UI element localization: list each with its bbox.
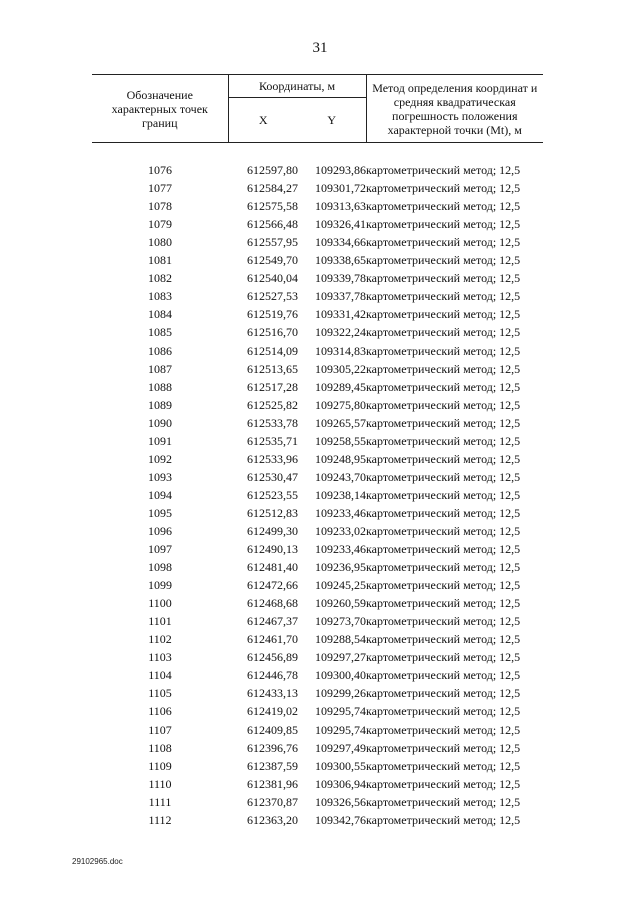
table-row	[92, 396, 543, 414]
method-cell: картометрический метод; 12,5	[366, 325, 521, 340]
x-coordinate-cell: 612468,68	[247, 596, 298, 611]
table-row	[92, 757, 543, 775]
method-cell: картометрический метод; 12,5	[366, 668, 521, 683]
x-coordinate-cell: 612481,40	[247, 560, 298, 575]
table-row	[92, 432, 543, 450]
method-cell: картометрический метод; 12,5	[366, 271, 521, 286]
x-coordinate-cell: 612370,87	[247, 794, 298, 809]
y-coordinate-cell: 109322,24	[315, 325, 366, 340]
table-row	[92, 179, 543, 197]
method-cell: картометрический метод; 12,5	[366, 289, 521, 304]
method-cell: картометрический метод; 12,5	[366, 181, 521, 196]
x-coordinate-cell: 612472,66	[247, 578, 298, 593]
point-id-cell: 1110	[148, 776, 172, 791]
table-row	[92, 702, 543, 720]
table-row	[92, 323, 543, 341]
header-coordinates-group: Координаты, м	[228, 75, 366, 98]
method-cell: картометрический метод; 12,5	[366, 596, 521, 611]
table-row	[92, 594, 543, 612]
y-coordinate-cell: 109245,25	[315, 578, 366, 593]
y-coordinate-cell: 109313,63	[315, 199, 366, 214]
method-cell: картометрический метод; 12,5	[366, 560, 521, 575]
y-coordinate-cell: 109338,65	[315, 253, 366, 268]
y-coordinate-cell: 109337,78	[315, 289, 366, 304]
x-coordinate-cell: 612387,59	[247, 758, 298, 773]
table-row	[92, 648, 543, 666]
point-id-cell: 1081	[148, 253, 172, 268]
method-cell: картометрический метод; 12,5	[366, 794, 521, 809]
table-row	[92, 739, 543, 757]
y-coordinate-cell: 109300,40	[315, 668, 366, 683]
x-coordinate-cell: 612409,85	[247, 722, 298, 737]
method-cell: картометрический метод; 12,5	[366, 704, 521, 719]
x-coordinate-cell: 612517,28	[247, 379, 298, 394]
point-id-cell: 1085	[148, 325, 172, 340]
y-coordinate-cell: 109238,14	[315, 487, 366, 502]
method-cell: картометрический метод; 12,5	[366, 343, 521, 358]
y-coordinate-cell: 109233,02	[315, 524, 366, 538]
y-coordinate-cell: 109342,76	[315, 812, 366, 827]
point-id-cell: 1086	[148, 343, 172, 358]
table-row	[92, 342, 543, 360]
table-row	[92, 612, 543, 630]
method-cell: картометрический метод; 12,5	[366, 397, 521, 412]
x-coordinate-cell: 612461,70	[247, 632, 298, 647]
table-row	[92, 287, 543, 305]
y-coordinate-cell: 109297,49	[315, 740, 366, 755]
point-id-cell: 1079	[148, 217, 172, 232]
x-coordinate-cell: 612540,04	[247, 271, 298, 286]
table-row	[92, 378, 543, 396]
point-id-cell: 1104	[148, 668, 172, 683]
table-row	[92, 251, 543, 269]
point-id-cell: 1076	[148, 163, 172, 178]
method-cell: картометрический метод; 12,5	[366, 614, 521, 629]
method-cell: картометрический метод; 12,5	[366, 235, 521, 250]
x-coordinate-cell: 612490,13	[247, 542, 298, 557]
point-id-cell: 1107	[148, 722, 172, 737]
y-coordinate-cell: 109248,95	[315, 451, 366, 466]
method-cell: картометрический метод; 12,5	[366, 487, 521, 502]
x-coordinate-cell: 612516,70	[247, 325, 298, 340]
point-id-cell: 1089	[148, 397, 172, 412]
table-row	[92, 540, 543, 558]
point-id-cell: 1078	[148, 199, 172, 214]
method-cell: картометрический метод; 12,5	[366, 632, 521, 647]
method-cell: картометрический метод; 12,5	[366, 217, 521, 232]
x-coordinate-cell: 612535,71	[247, 433, 298, 448]
x-coordinate-cell: 612575,58	[247, 199, 298, 214]
y-coordinate-cell: 109326,41	[315, 217, 366, 232]
point-id-cell: 1088	[148, 379, 172, 394]
y-coordinate-cell: 109236,95	[315, 560, 366, 575]
x-coordinate-cell: 612527,53	[247, 289, 298, 304]
point-id-cell: 1100	[148, 596, 172, 611]
y-coordinate-cell: 109305,22	[315, 361, 366, 376]
footer-filename: 29102965.doc	[72, 857, 123, 866]
y-coordinate-cell: 109300,55	[315, 758, 366, 773]
point-id-cell: 1096	[148, 524, 172, 538]
x-coordinate-cell: 612381,96	[247, 776, 298, 791]
x-coordinate-cell: 612419,02	[247, 704, 298, 719]
y-coordinate-cell: 109260,59	[315, 596, 366, 611]
page-number: 31	[312, 40, 328, 56]
y-coordinate-cell: 109275,80	[315, 397, 366, 412]
header-x: X	[228, 98, 298, 143]
x-coordinate-cell: 612533,78	[247, 415, 298, 430]
point-id-cell: 1108	[148, 740, 172, 755]
x-coordinate-cell: 612433,13	[247, 686, 298, 701]
method-cell: картометрический метод; 12,5	[366, 361, 521, 376]
x-coordinate-cell: 612512,83	[247, 505, 298, 520]
table-row	[92, 486, 543, 504]
x-coordinate-cell: 612549,70	[247, 253, 298, 268]
method-cell: картометрический метод; 12,5	[366, 505, 521, 520]
x-coordinate-cell: 612456,89	[247, 650, 298, 665]
x-coordinate-cell: 612519,76	[247, 307, 298, 322]
y-coordinate-cell: 109233,46	[315, 542, 366, 557]
table-row	[92, 504, 543, 522]
point-id-cell: 1080	[148, 235, 172, 250]
x-coordinate-cell: 612523,55	[247, 487, 298, 502]
method-cell: картометрический метод; 12,5	[366, 650, 521, 665]
point-id-cell: 1092	[148, 451, 172, 466]
x-coordinate-cell: 612557,95	[247, 235, 298, 250]
x-coordinate-cell: 612533,96	[247, 451, 298, 466]
point-id-cell: 1084	[148, 307, 172, 322]
point-id-cell: 1077	[148, 181, 172, 196]
point-id-cell: 1109	[148, 758, 172, 773]
x-coordinate-cell: 612597,80	[247, 163, 298, 178]
coordinates-table	[92, 74, 543, 829]
point-id-cell: 1112	[148, 812, 172, 827]
x-coordinate-cell: 612584,27	[247, 181, 298, 196]
header-method: Метод определения координат и средняя квадратическая погрешность положения характерной точки (Mt), м	[366, 75, 543, 143]
header-point-designation: Обозначение характерных точек границ	[92, 75, 228, 143]
y-coordinate-cell: 109301,72	[315, 181, 366, 196]
y-coordinate-cell: 109334,66	[315, 235, 366, 250]
point-id-cell: 1082	[148, 271, 172, 286]
method-cell: картометрический метод; 12,5	[366, 199, 521, 214]
method-cell: картометрический метод; 12,5	[366, 451, 521, 466]
method-cell: картометрический метод; 12,5	[366, 307, 521, 322]
method-cell: картометрический метод; 12,5	[366, 415, 521, 430]
table-row	[92, 576, 543, 594]
header-y: Y	[298, 98, 366, 143]
method-cell: картометрический метод; 12,5	[366, 524, 521, 538]
y-coordinate-cell: 109295,74	[315, 704, 366, 719]
table-row	[92, 468, 543, 486]
y-coordinate-cell: 109288,54	[315, 632, 366, 647]
point-id-cell: 1093	[148, 469, 172, 484]
x-coordinate-cell: 612513,65	[247, 361, 298, 376]
x-coordinate-cell: 612530,47	[247, 469, 298, 484]
x-coordinate-cell: 612566,48	[247, 217, 298, 232]
point-id-cell: 1101	[148, 614, 172, 629]
x-coordinate-cell: 612396,76	[247, 740, 298, 755]
point-id-cell: 1103	[148, 650, 172, 665]
x-coordinate-cell: 612363,20	[247, 812, 298, 827]
y-coordinate-cell: 109331,42	[315, 307, 366, 322]
table-row	[92, 775, 543, 793]
table-row	[92, 522, 543, 540]
table-row	[92, 305, 543, 323]
table-row	[92, 197, 543, 215]
table-row	[92, 558, 543, 576]
y-coordinate-cell: 109297,27	[315, 650, 366, 665]
point-id-cell: 1105	[148, 686, 172, 701]
method-cell: картометрический метод; 12,5	[366, 469, 521, 484]
point-id-cell: 1087	[148, 361, 172, 376]
y-coordinate-cell: 109265,57	[315, 415, 366, 430]
y-coordinate-cell: 109339,78	[315, 271, 366, 286]
table-row	[92, 450, 543, 468]
point-id-cell: 1083	[148, 289, 172, 304]
point-id-cell: 1106	[148, 704, 172, 719]
y-coordinate-cell: 109258,55	[315, 433, 366, 448]
y-coordinate-cell: 109273,70	[315, 614, 366, 629]
y-coordinate-cell: 109233,46	[315, 505, 366, 520]
table-row	[92, 360, 543, 378]
method-cell: картометрический метод; 12,5	[366, 812, 521, 827]
x-coordinate-cell: 612525,82	[247, 397, 298, 412]
method-cell: картометрический метод; 12,5	[366, 542, 521, 557]
point-id-cell: 1099	[148, 578, 172, 593]
y-coordinate-cell: 109299,26	[315, 686, 366, 701]
method-cell: картометрический метод; 12,5	[366, 758, 521, 773]
method-cell: картометрический метод; 12,5	[366, 379, 521, 394]
table-row	[92, 666, 543, 684]
y-coordinate-cell: 109326,56	[315, 794, 366, 809]
point-id-cell: 1095	[148, 505, 172, 520]
point-id-cell: 1098	[148, 560, 172, 575]
point-id-cell: 1111	[148, 794, 172, 809]
table-row	[92, 414, 543, 432]
table-row	[92, 161, 543, 179]
y-coordinate-cell: 109314,83	[315, 343, 366, 358]
table-row	[92, 630, 543, 648]
method-cell: картометрический метод; 12,5	[366, 686, 521, 701]
y-coordinate-cell: 109295,74	[315, 722, 366, 737]
table-body	[92, 143, 543, 829]
point-id-cell: 1097	[148, 542, 172, 557]
point-id-cell: 1091	[148, 433, 172, 448]
x-coordinate-cell: 612467,37	[247, 614, 298, 629]
method-cell: картометрический метод; 12,5	[366, 722, 521, 737]
x-coordinate-cell: 612514,09	[247, 343, 298, 358]
table-row	[92, 811, 543, 829]
point-id-cell: 1090	[148, 415, 172, 430]
y-coordinate-cell: 109306,94	[315, 776, 366, 791]
y-coordinate-cell: 109293,86	[315, 163, 366, 178]
table-row	[92, 721, 543, 739]
y-coordinate-cell: 109289,45	[315, 379, 366, 394]
table-row	[92, 684, 543, 702]
y-coordinate-cell: 109243,70	[315, 469, 366, 484]
table-row	[92, 793, 543, 811]
table-header	[92, 75, 543, 143]
table-row	[92, 269, 543, 287]
method-cell: картометрический метод; 12,5	[366, 163, 521, 178]
table-row	[92, 215, 543, 233]
x-coordinate-cell: 612499,30	[247, 524, 298, 538]
method-cell: картометрический метод; 12,5	[366, 740, 521, 755]
method-cell: картометрический метод; 12,5	[366, 253, 521, 268]
method-cell: картометрический метод; 12,5	[366, 776, 521, 791]
table-row	[92, 233, 543, 251]
point-id-cell: 1102	[148, 632, 172, 647]
method-cell: картометрический метод; 12,5	[366, 578, 521, 593]
method-cell: картометрический метод; 12,5	[366, 433, 521, 448]
x-coordinate-cell: 612446,78	[247, 668, 298, 683]
point-id-cell: 1094	[148, 487, 172, 502]
